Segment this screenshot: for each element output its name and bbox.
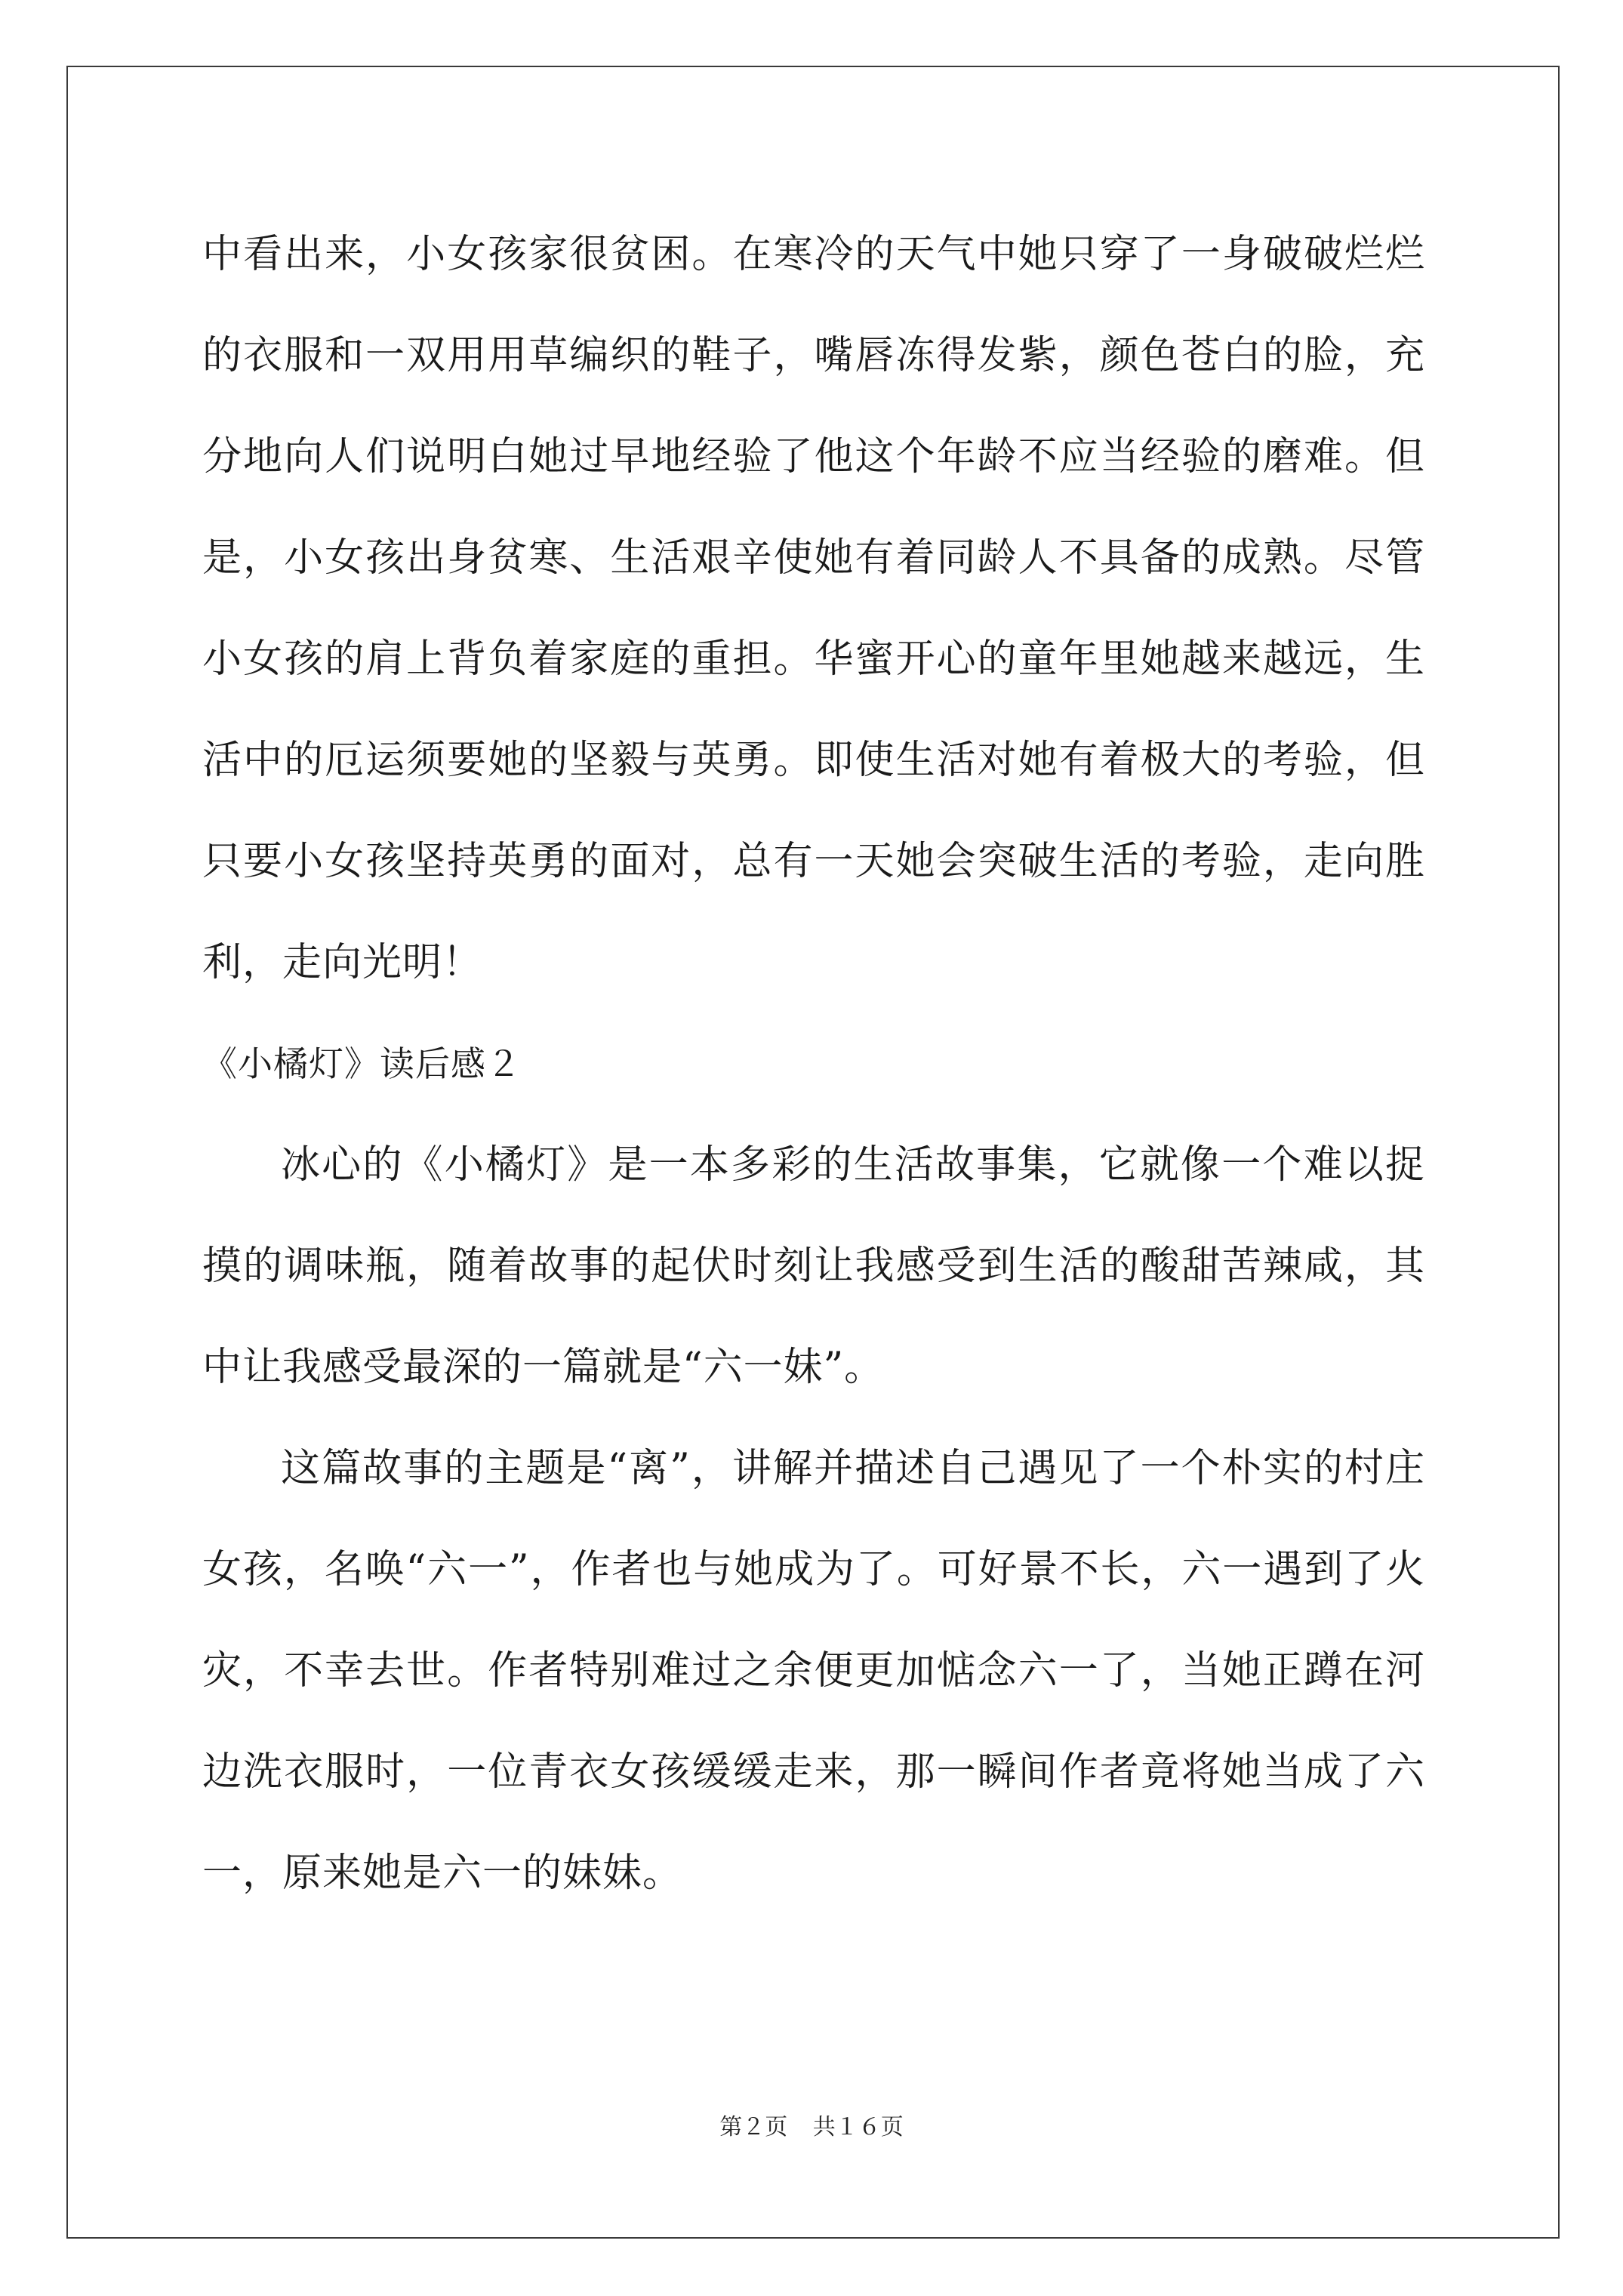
section-heading: 《小橘灯》读后感２ xyxy=(202,1043,522,1084)
document-body xyxy=(202,204,1425,1924)
page-total: 共１６页 xyxy=(812,2114,904,2140)
page-footer xyxy=(0,2108,1623,2141)
paragraph-2: 这篇故事的主题是“离”，讲解并描述自己遇见了一个朴实的村庄女孩，名唤“六一”，作者也与她成为了。可好景不长，六一遇到了火灾，不幸去世。作者特别难过之余便更加惦念六一了，当她正蹲在河边洗衣服时，一位青衣女孩缓缓走来，那一瞬间作者竟将她当成了六一，原来她是六一的妹妹。 xyxy=(202,1446,1425,1896)
paragraph-1: 冰心的《小橘灯》是一本多彩的生活故事集，它就像一个难以捉摸的调味瓶，随着故事的起伏时刻让我感受到生活的酸甜苦辣咸，其中让我感受最深的一篇就是“六一妹”。 xyxy=(202,1142,1425,1390)
page-number: 第２页 xyxy=(719,2114,788,2140)
paragraph-continued: 中看出来，小女孩家很贫困。在寒冷的天气中她只穿了一身破破烂烂的衣服和一双用用草编织的鞋子，嘴唇冻得发紫，颜色苍白的脸，充分地向人们说明白她过早地经验了他这个年龄不应当经验的磨难。但是，小女孩出身贫寒、生活艰辛使她有着同龄人不具备的成熟。尽管小女孩的肩上背负着家庭的重担。华蜜开心的童年里她越来越远，生活中的厄运须要她的坚毅与英勇。即使生活对她有着极大的考验，但只要小女孩坚持英勇的面对，总有一天她会突破生活的考验，走向胜利，走向光明！ xyxy=(202,232,1425,985)
